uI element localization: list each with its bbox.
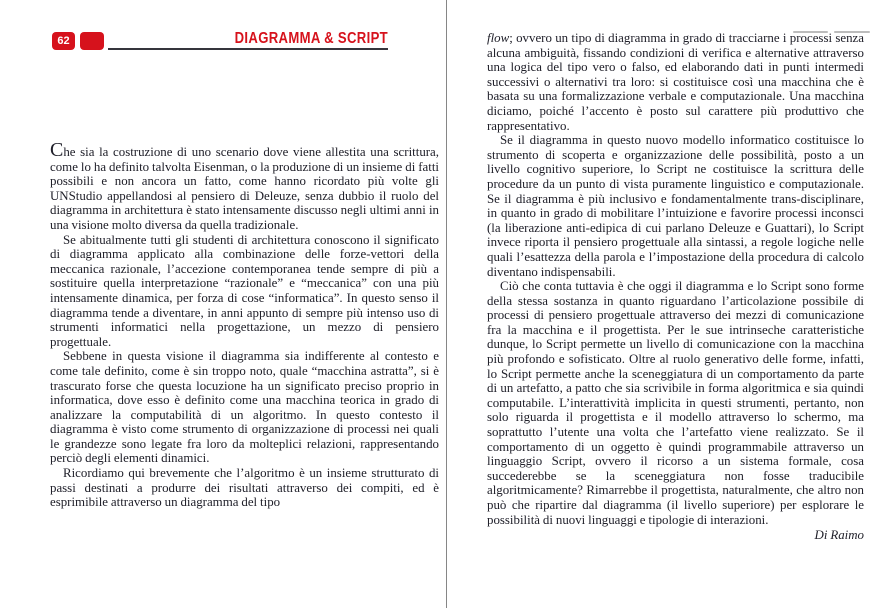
page-number: 62 (57, 35, 70, 47)
paragraph (487, 31, 864, 133)
paragraph: Ricordiamo qui brevemente che l’algoritmo è un insieme strutturato di passi destinati a produrre dei risultati attraverso dei compiti, ed è esprimibile attraverso un diagramma del tipo (50, 466, 439, 510)
decoration-badge (80, 32, 104, 50)
running-head: DIAGRAMMA & SCRIPT (234, 30, 388, 47)
paragraph: Se il diagramma in questo nuovo modello informatico costituisce lo strumento di scoperta e organizzazione delle possibilità, posto a un livello cognitivo superiore, lo Script ne costituisce la scrittura delle procedure da un punto di vista puramente linguistico e computazionale. Se il diagramma è più inclusivo e fondamentalmente trans-disciplinare, in quanto in grado di mobilitare l’intuizione e favorire processi inconsci (la liberazione anti-edipica di cui parlano Deleuze e Guattari), lo Script invece riporta il pensiero progettuale alla sintassi, a regole logiche nelle quali l’esattezza della parola e l’impostazione della procedura di calcolo diventano indispensabili. (487, 133, 864, 279)
right-page (448, 0, 886, 608)
paragraph: Che sia la costruzione di uno scenario dove viene allestita una scrittura, come lo ha definito talvolta Eisenman, o la produzione di un insieme di fatti possibili e non ancora un fatto, come hanno ricordato più volte gli UNStudio appellandosi al pensiero di Deleuze, senza dubbio il ruolo del diagramma in architettura è stato intensamente discusso negli ultimi anni in una visione molto diversa da quella tradizionale. (50, 139, 439, 232)
left-text-column (50, 139, 439, 510)
paragraph-continuation: ; ovvero un tipo di diagramma in grado di tracciarne i processi senza alcuna ambiguità, fissando condizioni di verifica e alternative attraverso una logica del tipo vero o falso, ed elaborando dati in punti intermedi successivi o alternativi tra loro: si costituisce così una macchina che è basata su una formalizzazione verbale e computazionale. Una macchina diciamo, poiché l’accento è posto sul carattere più produttivo che rappresentativo. (487, 31, 864, 133)
page-number-badge (52, 32, 75, 50)
paragraph: Ciò che conta tuttavia è che oggi il diagramma e lo Script sono forme della stessa sostanza in quanto riguardano l’articolazione possibile di processi di pensiero progettuale attraverso dei mezzi di comunicazione fra la macchina e il progettista. Per le sue intrinseche caratteristiche dunque, lo Script permette un livello di comunicazione con la macchina più profondo e sofisticato. Oltre al ruolo generativo delle forme, infatti, lo Script permette anche la sceneggiatura di un comportamento da parte di un artefatto, a patto che sia scrivibile in forma algoritmica e sia quindi computabile. L’interattività implicita in questi strumenti, pertanto, non solo riguarda il progettista e il modello attraverso lo schermo, ma soprattutto l’utente una volta che l’artefatto viene realizzato. Se il comportamento di un oggetto è quindi programmabile attraverso un linguaggio Script, ovvero il ricorso a un sistema formale, cosa succederebbe se la sceneggiatura non fosse traducibile algoritmicamente? Rimarrebbe il progettista, naturalmente, che altro non può che ripartire dal diagramma (il livello superiore) per esplorare le possibilità di nuovi linguaggi e tipologie di interazioni. (487, 279, 864, 527)
right-text-column (487, 31, 864, 543)
paragraph: Se abitualmente tutti gli studenti di architettura conoscono il significato di diagramma applicato alla combinazione delle forze-vettori della meccanica razionale, l’accezione contemporanea tende sempre di più a sostituire quella interpretazione “razionale” e “meccanica” con una più intensamente dinamica, per forza di cose “informatica”. In questo senso il diagramma tende a diventare, in anni appunto di sempre più intenso uso di strumenti informatici nella progettazione, un mezzo di pensiero progettuale. (50, 232, 439, 349)
paragraph: Sebbene in questa visione il diagramma sia indifferente al contesto e come tale definito, come è sin troppo noto, quale “macchina astratta”, si è trascurato forse che questa locuzione ha un significato preciso proprio in informatica, dove esso è definito come una macchina teorica in grado di analizzare la computabilità di un algoritmo. In questo contesto il diagramma è visto come strumento di organizzazione di processi nei quali le grandezze sono legate fra loro da molteplici relazioni, rappresentando perciò degli elementi dinamici. (50, 349, 439, 466)
header-rule (108, 48, 388, 50)
author-signature: Di Raimo (814, 528, 864, 543)
page-gutter-line (446, 0, 447, 608)
italic-lead-word: flow (487, 31, 510, 45)
